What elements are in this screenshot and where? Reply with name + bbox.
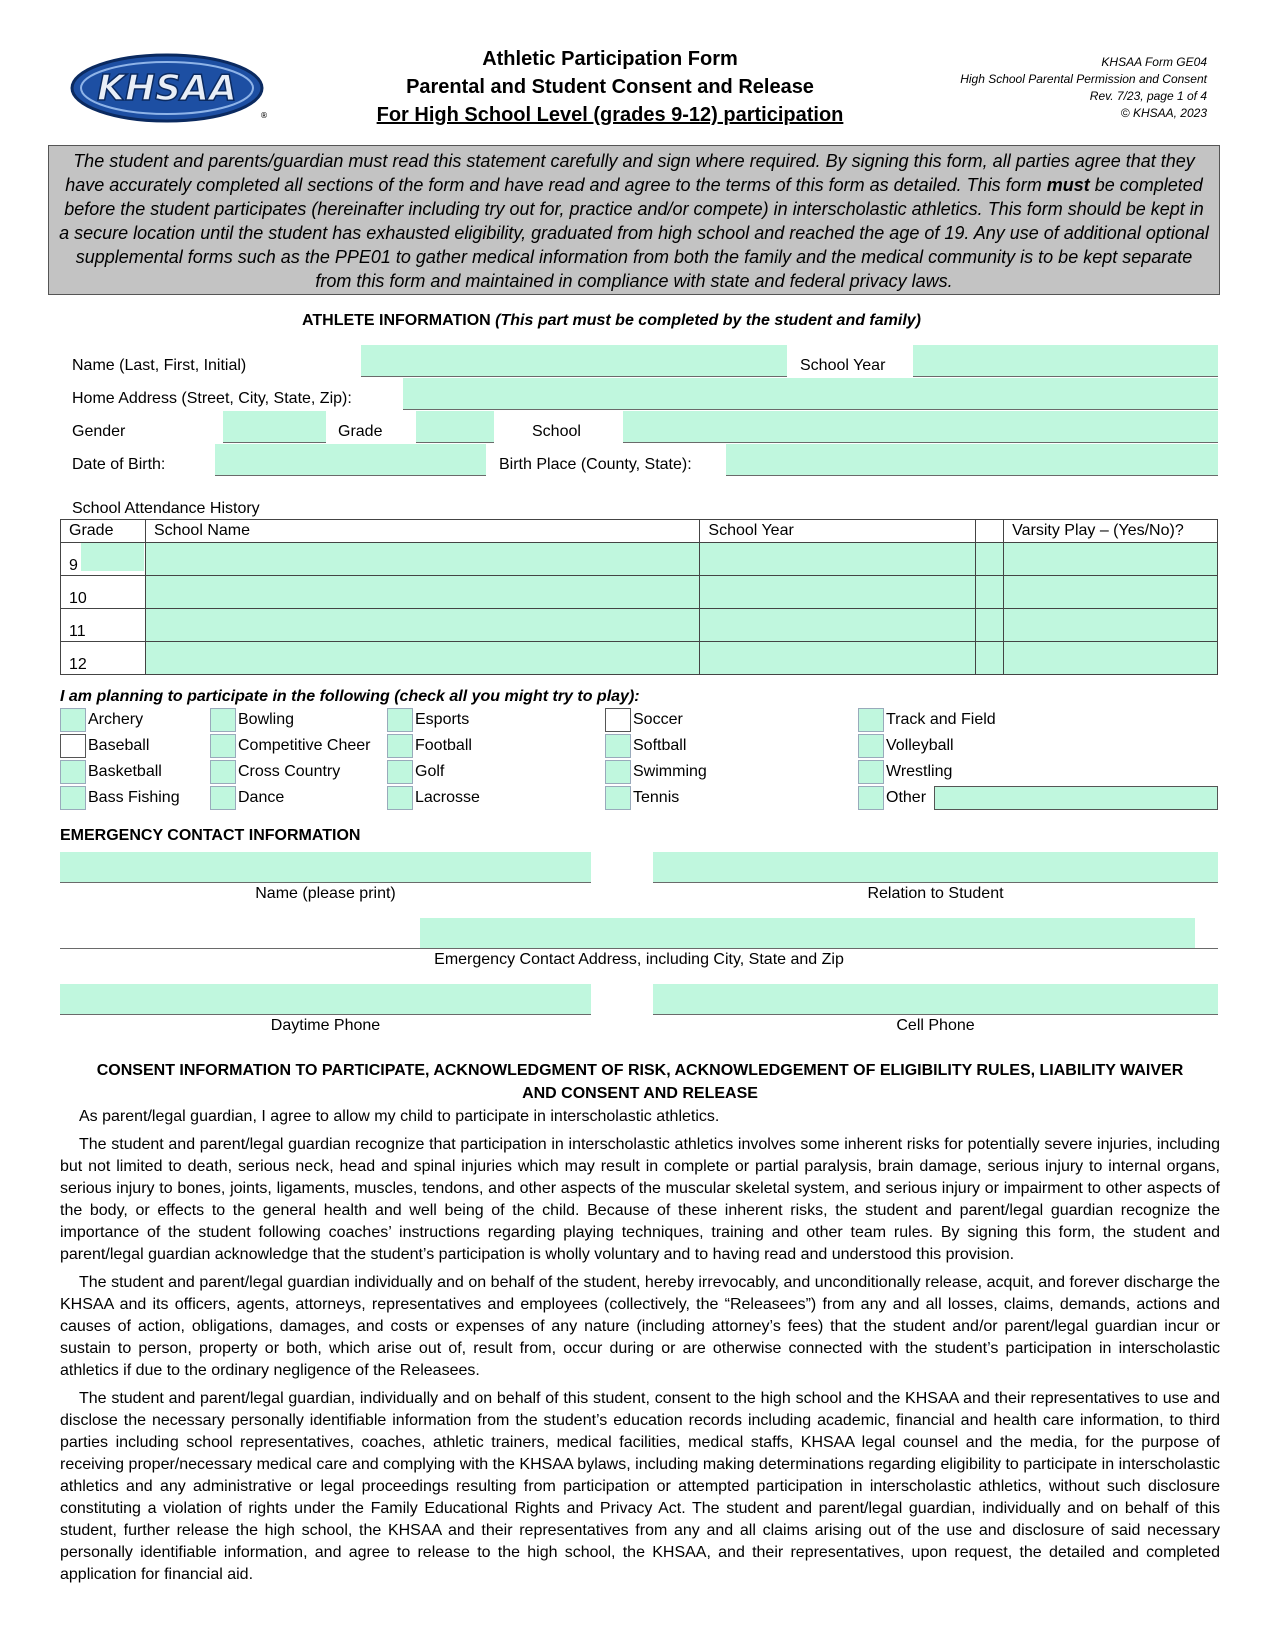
archery-checkbox[interactable] bbox=[60, 708, 86, 732]
golf-checkbox[interactable] bbox=[387, 760, 413, 784]
varsity-cell[interactable] bbox=[1004, 576, 1218, 609]
header-spacer bbox=[976, 520, 1004, 543]
birthplace-label: Birth Place (County, State): bbox=[499, 456, 692, 473]
athlete-info-heading-note: (This part must be completed by the student and family) bbox=[495, 312, 921, 329]
cross-country-checkbox[interactable] bbox=[210, 760, 236, 784]
grade-cell: 12 bbox=[61, 642, 146, 675]
home-address-field[interactable] bbox=[403, 378, 1218, 410]
sport-label: Dance bbox=[238, 789, 285, 806]
emergency-address-field[interactable] bbox=[420, 918, 1195, 948]
swimming-checkbox[interactable] bbox=[605, 760, 631, 784]
header-school-year: School Year bbox=[700, 520, 976, 543]
athlete-info-heading bbox=[302, 312, 921, 330]
daytime-phone-label: Daytime Phone bbox=[270, 1017, 381, 1034]
notice-text-1: The student and parents/guardian must read this statement carefully and sign where required. By signing this form, all parties agree that they have accurately completed all sections of the form and have read and agree to the terms of this form as detailed. This form bbox=[65, 151, 1195, 195]
sport-label: Swimming bbox=[633, 763, 707, 780]
softball-checkbox[interactable] bbox=[605, 734, 631, 758]
consent-paragraph-agree: As parent/legal guardian, I agree to allow my child to participate in interscholastic athletics. bbox=[79, 1108, 720, 1125]
form-copyright: © KHSAA, 2023 bbox=[1120, 106, 1207, 120]
gender-label: Gender bbox=[72, 423, 126, 440]
attendance-row-10 bbox=[61, 576, 1218, 609]
notice-text-2: be completed before the student participates (hereinafter including try out for, practice and/or compete) in interscholastic athletics. This form should be kept in a secure location until the student has exhausted eligibility, graduated from high school and reached the age of 19. Any use of additional optional supplemental forms such as the PPE01 to gather medical information from both the family and the medical community is to be kept separate from this form and maintained in compliance with state and federal privacy laws. bbox=[59, 175, 1209, 291]
school-name-cell[interactable] bbox=[145, 576, 699, 609]
sport-label: Track and Field bbox=[886, 711, 996, 728]
sport-label: Bass Fishing bbox=[88, 789, 180, 806]
school-name-cell[interactable] bbox=[145, 642, 699, 675]
consent-heading-line-2: AND CONSENT AND RELEASE bbox=[522, 1085, 758, 1102]
sport-label: Baseball bbox=[88, 737, 150, 754]
spacer-cell bbox=[976, 609, 1004, 642]
athlete-name-field[interactable] bbox=[361, 345, 787, 377]
school-year-cell[interactable] bbox=[700, 609, 976, 642]
bass-fishing-checkbox[interactable] bbox=[60, 786, 86, 810]
school-name-cell[interactable] bbox=[145, 609, 699, 642]
cell-phone-field[interactable] bbox=[653, 984, 1218, 1015]
volleyball-checkbox[interactable] bbox=[858, 734, 884, 758]
form-id: KHSAA Form GE04 bbox=[1101, 55, 1207, 69]
sport-label: Esports bbox=[415, 711, 470, 728]
header-grade: Grade bbox=[61, 520, 146, 543]
form-revision: Rev. 7/23, page 1 of 4 bbox=[1089, 89, 1207, 103]
school-year-label: School Year bbox=[800, 357, 886, 374]
header-school-name: School Name bbox=[145, 520, 699, 543]
svg-text:KHSAA: KHSAA bbox=[97, 68, 237, 109]
varsity-cell[interactable] bbox=[1004, 642, 1218, 675]
sport-label: Cross Country bbox=[238, 763, 341, 780]
wrestling-checkbox[interactable] bbox=[858, 760, 884, 784]
school-field[interactable] bbox=[623, 411, 1218, 443]
grade-cell: 11 bbox=[61, 609, 146, 642]
athlete-info-heading-text: ATHLETE INFORMATION bbox=[302, 312, 496, 329]
attendance-row-12 bbox=[61, 642, 1218, 675]
header-varsity: Varsity Play – (Yes/No)? bbox=[1004, 520, 1218, 543]
attendance-history-title: School Attendance History bbox=[72, 500, 260, 517]
school-year-cell[interactable] bbox=[700, 642, 976, 675]
grade-label: Grade bbox=[338, 423, 383, 440]
sport-label: Softball bbox=[633, 737, 687, 754]
emergency-address-line bbox=[60, 948, 1218, 949]
gender-field[interactable] bbox=[223, 411, 326, 443]
competitive-cheer-checkbox[interactable] bbox=[210, 734, 236, 758]
name-label: Name (Last, First, Initial) bbox=[72, 357, 247, 374]
sport-label: Bowling bbox=[238, 711, 295, 728]
emergency-heading: EMERGENCY CONTACT INFORMATION bbox=[60, 827, 361, 844]
spacer-cell bbox=[976, 543, 1004, 576]
grade-9-extra-field[interactable] bbox=[81, 543, 144, 571]
sports-heading: I am planning to participate in the following (check all you might try to play): bbox=[60, 688, 640, 705]
school-label: School bbox=[532, 423, 581, 440]
form-description: High School Parental Permission and Consent bbox=[960, 72, 1207, 86]
cell-phone-label: Cell Phone bbox=[896, 1017, 975, 1034]
spacer-cell bbox=[976, 642, 1004, 675]
esports-checkbox[interactable] bbox=[387, 708, 413, 732]
basketball-checkbox[interactable] bbox=[60, 760, 86, 784]
form-subtitle: Parental and Student Consent and Release bbox=[406, 76, 814, 98]
track-and-field-checkbox[interactable] bbox=[858, 708, 884, 732]
varsity-cell[interactable] bbox=[1004, 609, 1218, 642]
khsaa-logo-graphic bbox=[70, 52, 270, 124]
emergency-address-label: Emergency Contact Address, including City, State and Zip bbox=[434, 951, 844, 968]
svg-text:®: ® bbox=[260, 111, 268, 120]
form-title: Athletic Participation Form bbox=[482, 48, 738, 70]
school-year-cell[interactable] bbox=[700, 576, 976, 609]
sport-label: Golf bbox=[415, 763, 445, 780]
school-name-cell[interactable] bbox=[145, 543, 699, 576]
other-sport-field[interactable] bbox=[934, 786, 1218, 810]
dob-label: Date of Birth: bbox=[72, 456, 166, 473]
emergency-relation-field[interactable] bbox=[653, 852, 1218, 883]
attendance-row-9 bbox=[61, 543, 1218, 576]
sport-label: Soccer bbox=[633, 711, 683, 728]
bowling-checkbox[interactable] bbox=[210, 708, 236, 732]
sport-label: Wrestling bbox=[886, 763, 953, 780]
emergency-relation-label: Relation to Student bbox=[867, 885, 1004, 902]
sport-label: Competitive Cheer bbox=[238, 737, 371, 754]
grade-cell: 10 bbox=[61, 576, 146, 609]
form-scope: For High School Level (grades 9-12) participation bbox=[376, 104, 844, 126]
sport-label: Football bbox=[415, 737, 472, 754]
soccer-checkbox[interactable] bbox=[605, 708, 631, 732]
attendance-header-row bbox=[61, 520, 1218, 543]
sport-label: Basketball bbox=[88, 763, 162, 780]
grade-value: 9 bbox=[69, 557, 78, 574]
sport-label: Other bbox=[886, 789, 927, 806]
instructions-notice bbox=[48, 145, 1220, 295]
school-year-cell[interactable] bbox=[700, 543, 976, 576]
varsity-cell[interactable] bbox=[1004, 543, 1218, 576]
emergency-name-field[interactable] bbox=[60, 852, 591, 883]
daytime-phone-field[interactable] bbox=[60, 984, 591, 1015]
school-year-field[interactable] bbox=[913, 345, 1218, 377]
consent-paragraph-risk: The student and parent/legal guardian recognize that participation in interscholastic athletics involves some inherent risks for potentially severe injuries, including but not limited to death, serious neck, head and spinal injuries which may result in complete or partial paralysis, brain damage, serious injury to internal organs, serious injury to bones, joints, ligaments, muscles, tendons, and other aspects of the muscular skeletal system, and serious injury or impairment to other aspects of the body, or effects to the general health and well being of the child. Because of these inherent risks, the student and parent/legal guardian recognize the importance of the student following coaches’ instructions regarding playing techniques, training and other team rules. By signing this form, the student and parent/legal guardian acknowledge that the student’s participation is wholly voluntary and to having read and understood this provision. bbox=[60, 1136, 1220, 1263]
consent-heading-line-1: CONSENT INFORMATION TO PARTICIPATE, ACKNOWLEDGMENT OF RISK, ACKNOWLEDGEMENT OF ELIGIBILITY RULES, LIABILITY WAIVER bbox=[96, 1062, 1184, 1079]
attendance-history-table bbox=[60, 519, 1218, 675]
khsaa-logo bbox=[70, 52, 270, 124]
grade-cell bbox=[61, 543, 146, 576]
sport-label: Tennis bbox=[633, 789, 680, 806]
notice-emphasis: must bbox=[1046, 175, 1090, 195]
date-of-birth-field[interactable] bbox=[215, 444, 486, 476]
consent-body bbox=[60, 1106, 1220, 1592]
other-checkbox[interactable] bbox=[858, 786, 884, 810]
dance-checkbox[interactable] bbox=[210, 786, 236, 810]
football-checkbox[interactable] bbox=[387, 734, 413, 758]
consent-paragraph-disclosure: The student and parent/legal guardian, individually and on behalf of this student, consent to the high school and the KHSAA and their representatives to use and disclose the necessary personally identifiable information from the student’s education records including academic, financial and health care information, to third parties including school representatives, coaches, athletic trainers, medical facilities, medical staffs, KHSAA legal counsel and the media, for the purpose of receiving proper/necessary medical care and complying with the KHSAA bylaws, including making determinations regarding eligibility to participate in interscholastic athletics and any administrative or legal proceedings resulting from participation or attempted participation in interscholastic athletics, without such disclosure constituting a violation of rights under the Family Educational Rights and Privacy Act. The student and parent/legal guardian, individually and on behalf of this student, further release the high school, the KHSAA and their representatives from any and all claims arising out of the use and disclosure of said necessary personally identifiable information, and agree to release to the high school, the KHSAA, and their representatives, upon request, the detailed and completed application for financial aid. bbox=[60, 1390, 1220, 1583]
address-label: Home Address (Street, City, State, Zip): bbox=[72, 390, 352, 407]
spacer-cell bbox=[976, 576, 1004, 609]
emergency-name-label: Name (please print) bbox=[255, 885, 396, 902]
birthplace-field[interactable] bbox=[726, 444, 1218, 476]
tennis-checkbox[interactable] bbox=[605, 786, 631, 810]
consent-paragraph-release: The student and parent/legal guardian individually and on behalf of the student, hereby irrevocably, and unconditionally release, acquit, and forever discharge the KHSAA and its officers, agents, attorneys, representatives and employees (collectively, the “Releasees”) from any and all losses, claims, demands, actions and causes of action, obligations, damages, and costs or expenses of any nature (including attorney’s fees) that the student and/or parent/legal guardian incur or sustain to person, property or both, which arise out of, result from, occur during or are otherwise connected with the student’s participation in interscholastic athletics if due to the ordinary negligence of the Releasees. bbox=[60, 1274, 1220, 1379]
attendance-row-11 bbox=[61, 609, 1218, 642]
lacrosse-checkbox[interactable] bbox=[387, 786, 413, 810]
sport-label: Lacrosse bbox=[415, 789, 480, 806]
baseball-checkbox[interactable] bbox=[60, 734, 86, 758]
sport-label: Archery bbox=[88, 711, 144, 728]
grade-field[interactable] bbox=[416, 411, 494, 443]
sport-label: Volleyball bbox=[886, 737, 954, 754]
